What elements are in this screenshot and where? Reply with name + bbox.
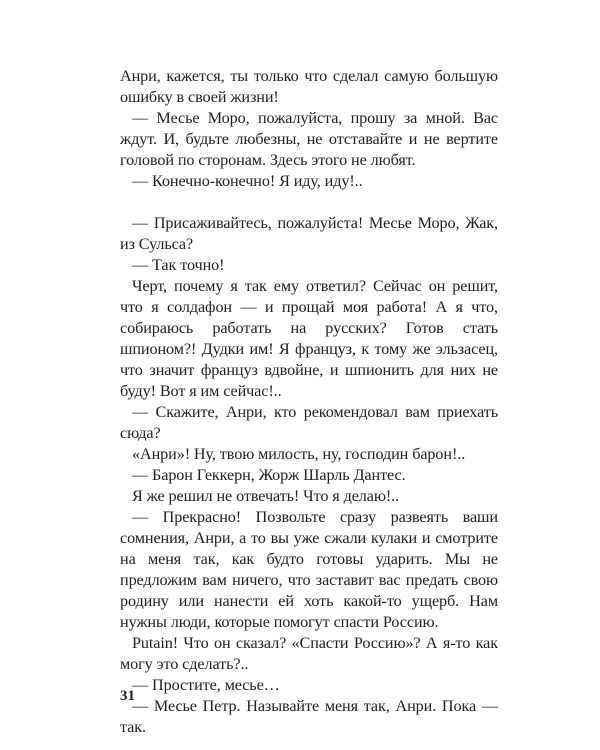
paragraph: — Простите, месье…	[132, 676, 280, 694]
scene-break	[120, 192, 498, 213]
paragraph: — Присаживайтесь, пожалуйста! Месье Моро, Жак, из Сульса?	[120, 214, 498, 253]
page-number: 31	[120, 688, 135, 704]
paragraph: Анри, кажется, ты только что сделал самую большую ошибку в своей жизни!	[120, 67, 498, 106]
paragraph: Putain! Что он сказал? «Спасти Россию»? А я-то как могу это сделать?..	[120, 634, 498, 673]
paragraph: — Месье Моро, пожалуйста, прошу за мной. Вас ждут. И, будьте любезны, не отставайте и не вертите головой по сторонам. Здесь этого не любят.	[120, 109, 498, 169]
paragraph: — Барон Геккерн, Жорж Шарль Дантес.	[132, 466, 406, 484]
paragraph: — Конечно-конечно! Я иду, иду!..	[132, 172, 363, 190]
paragraph: — Месье Петр. Называйте меня так, Анри. Пока — так.	[120, 697, 498, 736]
paragraph: «Анри»! Ну, твою милость, ну, господин барон!..	[132, 445, 466, 463]
paragraph: Я же решил не отвечать! Что я делаю!..	[132, 487, 400, 505]
paragraph: — Прекрасно! Позвольте сразу развеять ваши сомнения, Анри, а то вы уже сжали кулаки и смотрите на меня так, как будто готовы ударить. Мы не предложим вам ничего, что заставит вас предать свою родину или нанести ей хоть какой-то ущерб. Нам нужны люди, которые помогут спасти Россию.	[120, 508, 498, 631]
paragraph: — Скажите, Анри, кто рекомендовал вам приехать сюда?	[120, 403, 498, 442]
paragraph: — Так точно!	[132, 256, 225, 274]
paragraph: Черт, почему я так ему ответил? Сейчас он решит, что я солдафон — и прощай моя работа! А я что, собираюсь работать на русских? Готов стать шпионом?! Дудки им! Я француз, к тому же эльзасец, что значит француз вдвойне, и шпионить для них не буду! Вот я им сейчас!..	[120, 277, 498, 400]
body-text	[120, 66, 498, 738]
